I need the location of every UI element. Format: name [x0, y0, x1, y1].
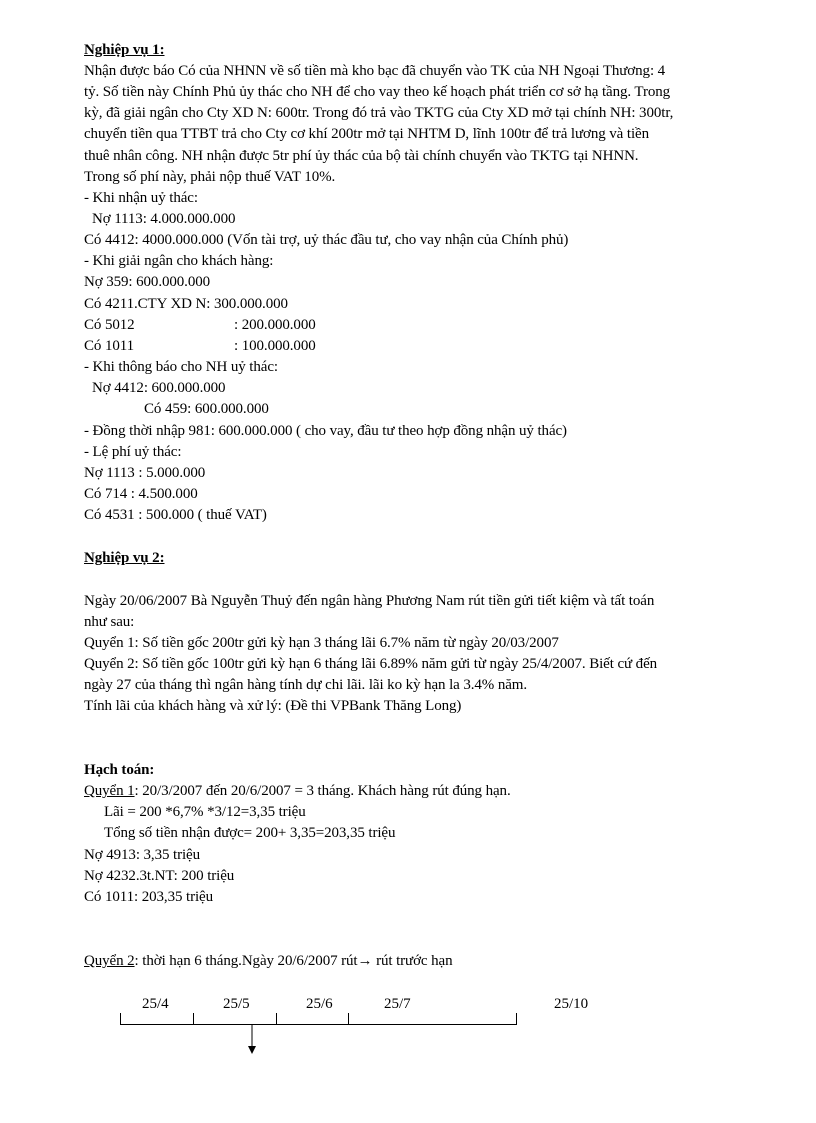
nv1-para-line: Nhận được báo Có của NHNN về số tiền mà kho bạc đã chuyển vào TK của NH Ngoại Thương: 4 [84, 63, 666, 79]
timeline-label: 25/10 [554, 996, 589, 1012]
nv1-amount: : 100.000.000 [234, 338, 316, 354]
nv1-amount: : 200.000.000 [234, 317, 316, 333]
quyen-2-line [84, 951, 452, 971]
nv1-para-line: chuyển tiền qua TTBT trả cho Cty cơ khí 200tr mở tại NHTM D, lĩnh 100tr để trả lương và tiền [84, 126, 649, 142]
nv2-para-line: như sau: [84, 614, 135, 630]
nv1-entry: Có 1011 [84, 338, 134, 354]
quyen-1-line [84, 781, 511, 801]
nv1-para-line: tỷ. Số tiền này Chính Phủ ủy thác cho NH để cho vay theo kế hoạch phát triển cơ sở hạ tầng. Trong [84, 84, 671, 100]
quyen-2-label: Quyển 2 [84, 953, 135, 969]
nv1-entry: Nợ 359: 600.000.000 [84, 274, 211, 290]
timeline-axis [120, 1024, 517, 1025]
accounting-entry: Nợ 4913: 3,35 triệu [84, 847, 201, 863]
timeline-label: 25/7 [384, 996, 411, 1012]
nv1-para-line: kỳ, đã giải ngân cho Cty XD N: 600tr. Trong đó trả vào TKTG của Cty XD mở tại chính NH: 300tr, [84, 105, 674, 121]
heading-nghiep-vu-1: Nghiệp vụ 1: [84, 42, 165, 58]
nv2-para-line: Quyển 1: Số tiền gốc 200tr gửi kỳ hạn 3 tháng lãi 6.7% năm từ ngày 20/03/2007 [84, 635, 559, 651]
heading-nghiep-vu-2: Nghiệp vụ 2: [84, 550, 165, 566]
heading-hach-toan: Hạch toán: [84, 762, 155, 778]
nv1-entry: Nợ 1113 : 5.000.000 [84, 465, 206, 481]
timeline-tick [276, 1013, 277, 1025]
quyen-2-text: : thời hạn 6 tháng.Ngày 20/6/2007 rút [134, 953, 358, 969]
right-arrow-icon: → [357, 953, 373, 969]
quyen-1-label: Quyển 1 [84, 783, 135, 799]
nv2-para-line: Quyển 2: Số tiền gốc 100tr gửi kỳ hạn 6 tháng lãi 6.89% năm gửi từ ngày 25/4/2007. Biết cứ đến [84, 656, 658, 672]
accounting-entry: Nợ 4232.3t.NT: 200 triệu [84, 868, 235, 884]
nv1-entry: Có 4211.CTY XD N: 300.000.000 [84, 296, 288, 312]
nv1-entry: - Khi giải ngân cho khách hàng: [84, 253, 274, 269]
timeline-tick [120, 1013, 121, 1025]
interest-line: Lãi = 200 *6,7% *3/12=3,35 triệu [104, 804, 306, 820]
nv1-entry: - Lệ phí uỷ thác: [84, 444, 182, 460]
nv1-entry: Có 714 : 4.500.000 [84, 486, 198, 502]
timeline-tick [516, 1013, 517, 1025]
nv1-entry: Có 4412: 4000.000.000 (Vốn tài trợ, uỷ thác đầu tư, cho vay nhận của Chính phủ) [84, 232, 569, 248]
down-arrow-icon [246, 1024, 258, 1056]
total-line: Tổng số tiền nhận được= 200+ 3,35=203,35 triệu [104, 825, 396, 841]
nv2-para-line: ngày 27 của tháng thì ngân hàng tính dự chi lãi. lãi ko kỳ hạn la 3.4% năm. [84, 677, 528, 693]
timeline-label: 25/6 [306, 996, 333, 1012]
nv2-para-line: Tính lãi của khách hàng và xử lý: (Đề thi VPBank Thăng Long) [84, 698, 462, 714]
timeline-tick [193, 1013, 194, 1025]
timeline-label: 25/4 [142, 996, 169, 1012]
nv1-entry: - Đồng thời nhập 981: 600.000.000 ( cho vay, đầu tư theo hợp đồng nhận uỷ thác) [84, 423, 567, 439]
nv1-para-line: thuê nhân công. NH nhận được 5tr phí ủy thác của bộ tài chính chuyển vào TKTG tại NHNN. [84, 148, 639, 164]
timeline-tick [348, 1013, 349, 1025]
nv2-para-line: Ngày 20/06/2007 Bà Nguyễn Thuỷ đến ngân hàng Phương Nam rút tiền gửi tiết kiệm và tất toán [84, 593, 655, 609]
nv1-para-line: Trong số phí này, phải nộp thuế VAT 10%. [84, 169, 336, 185]
nv1-entry: Có 4531 : 500.000 ( thuế VAT) [84, 507, 267, 523]
nv1-entry: - Khi thông báo cho NH uỷ thác: [84, 359, 278, 375]
quyen-2-tail: rút trước hạn [372, 953, 453, 969]
quyen-1-text: : 20/3/2007 đến 20/6/2007 = 3 tháng. Khách hàng rút đúng hạn. [134, 783, 511, 799]
nv1-entry: Có 459: 600.000.000 [144, 401, 269, 417]
accounting-entry: Có 1011: 203,35 triệu [84, 889, 214, 905]
nv1-entry: Có 5012 [84, 317, 135, 333]
nv1-entry: - Khi nhận uỷ thác: [84, 190, 198, 206]
timeline-label: 25/5 [223, 996, 250, 1012]
nv1-entry: Nợ 1113: 4.000.000.000 [92, 211, 236, 227]
nv1-entry: Nợ 4412: 600.000.000 [92, 380, 226, 396]
